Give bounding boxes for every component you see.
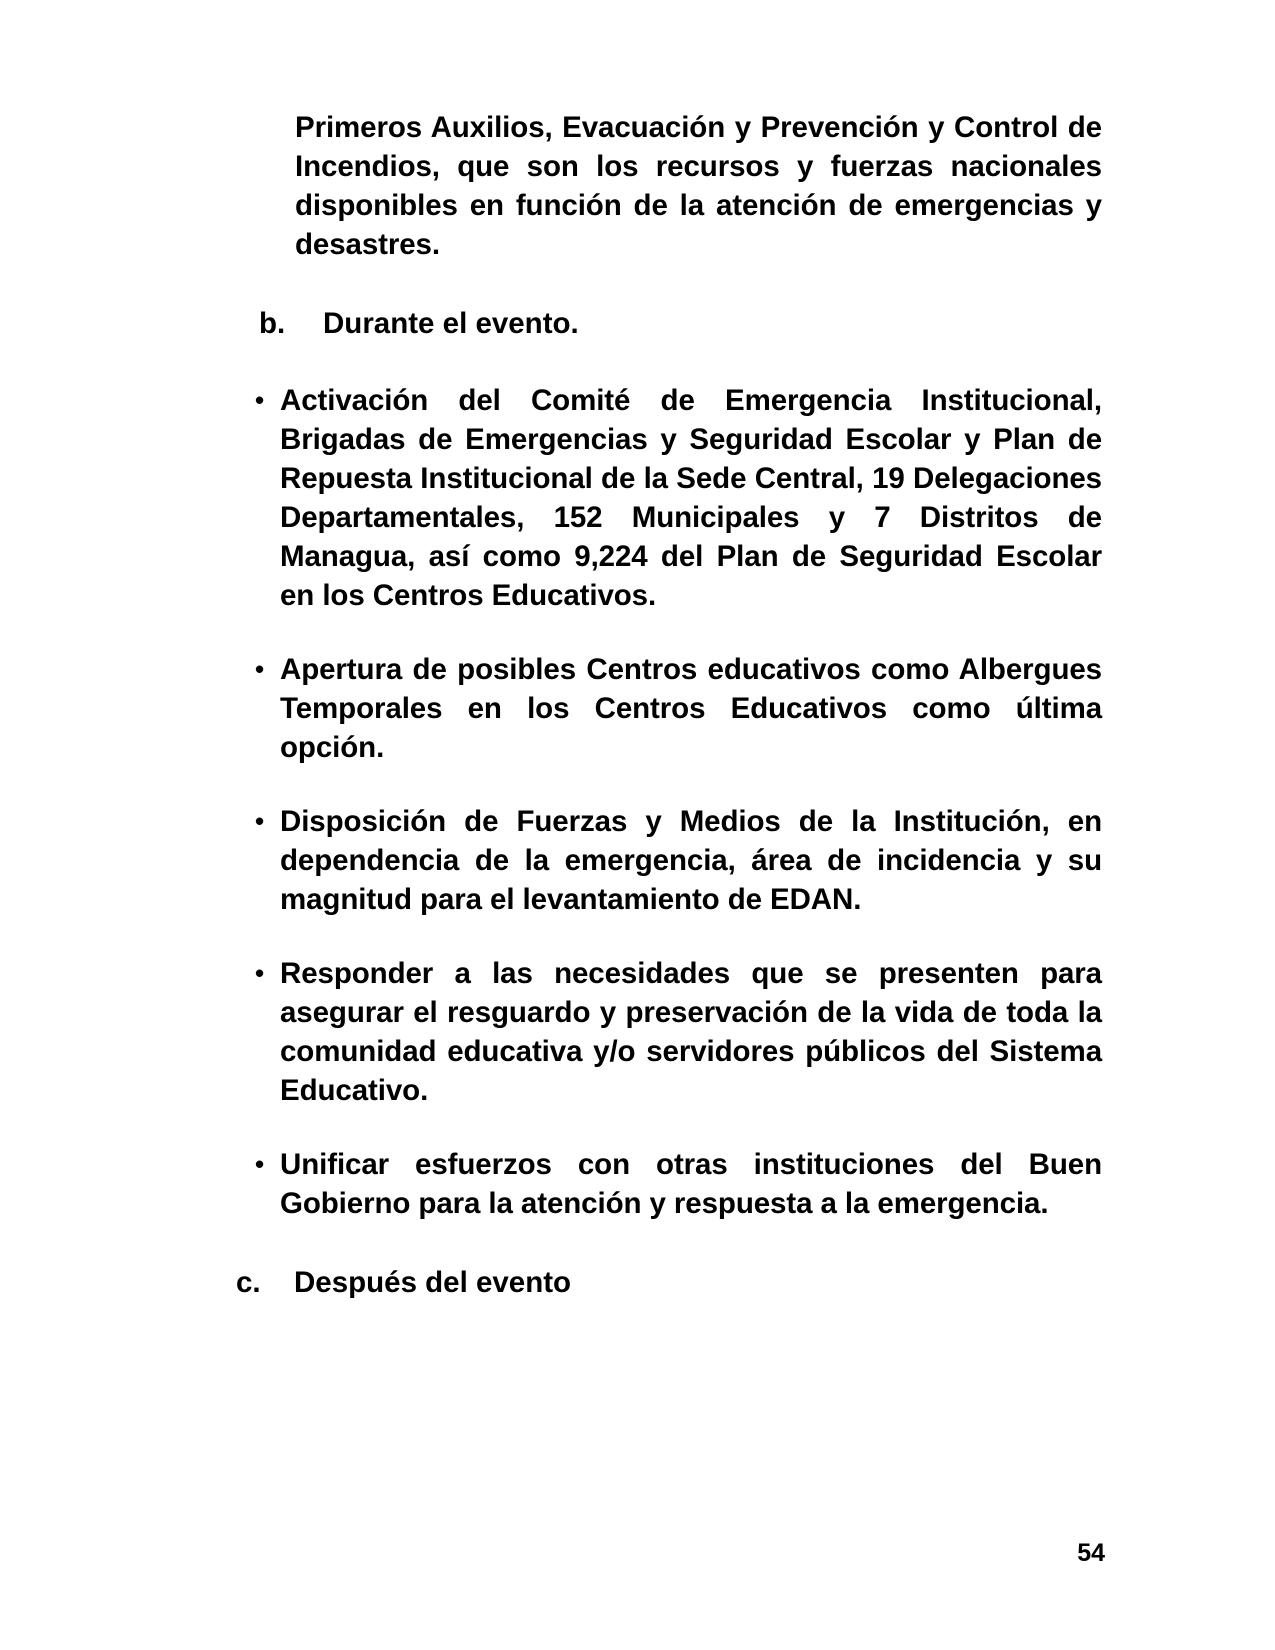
section-heading-c [236, 1263, 1102, 1302]
list-item-text: Unificar esfuerzos con otras instituciones del Buen Gobierno para la atención y respuesta a la emergencia. [280, 1148, 1102, 1220]
spacer [236, 343, 1102, 381]
bullet-dot-icon: • [255, 1149, 265, 1179]
bullet-dot-icon: • [255, 958, 265, 988]
section-heading-b [236, 304, 1102, 343]
list-item-text: Activación del Comité de Emergencia Institucional, Brigadas de Emergencias y Seguridad Escolar y Plan de Repuesta Institucional de la Sede Central, 19 Delegaciones Departamentales, 152 Municipales y 7 Distritos de Managua, así como 9,224 del Plan de Seguridad Escolar en los Centros Educativos. [280, 384, 1102, 612]
section-heading-b-label: Durante el evento. [323, 307, 579, 340]
intro-paragraph [236, 108, 1102, 264]
list-item [236, 650, 1102, 767]
list-item-text: Apertura de posibles Centros educativos como Albergues Temporales en los Centros Educativos como última opción. [280, 653, 1102, 764]
list-item [236, 381, 1102, 615]
list-item [236, 802, 1102, 919]
bullet-dot-icon: • [255, 806, 265, 836]
list-item [236, 954, 1102, 1110]
list-item-text: Disposición de Fuerzas y Medios de la Institución, en dependencia de la emergencia, área de incidencia y su magnitud para el levantamiento de EDAN. [280, 805, 1102, 916]
spacer [236, 615, 1102, 650]
intro-paragraph-text: Primeros Auxilios, Evacuación y Prevención y Control de Incendios, que son los recursos y fuerzas nacionales disponibles en función de la atención de emergencias y desastres. [295, 111, 1102, 261]
list-item-text: Responder a las necesidades que se presenten para asegurar el resguardo y preservación de la vida de toda la comunidad educativa y/o servidores públicos del Sistema Educativo. [280, 957, 1102, 1107]
spacer [236, 767, 1102, 802]
list-item [236, 1145, 1102, 1223]
section-marker-b: b. [259, 307, 286, 340]
bullet-dot-icon: • [255, 385, 265, 415]
section-heading-c-label: Después del evento [294, 1266, 572, 1299]
bullet-dot-icon: • [255, 654, 265, 684]
spacer [236, 1223, 1102, 1263]
page-content [236, 108, 1102, 1302]
section-marker-c: c. [236, 1266, 261, 1299]
page-number: 54 [1077, 1539, 1105, 1567]
spacer [236, 1110, 1102, 1145]
spacer [236, 264, 1102, 304]
spacer [236, 919, 1102, 954]
